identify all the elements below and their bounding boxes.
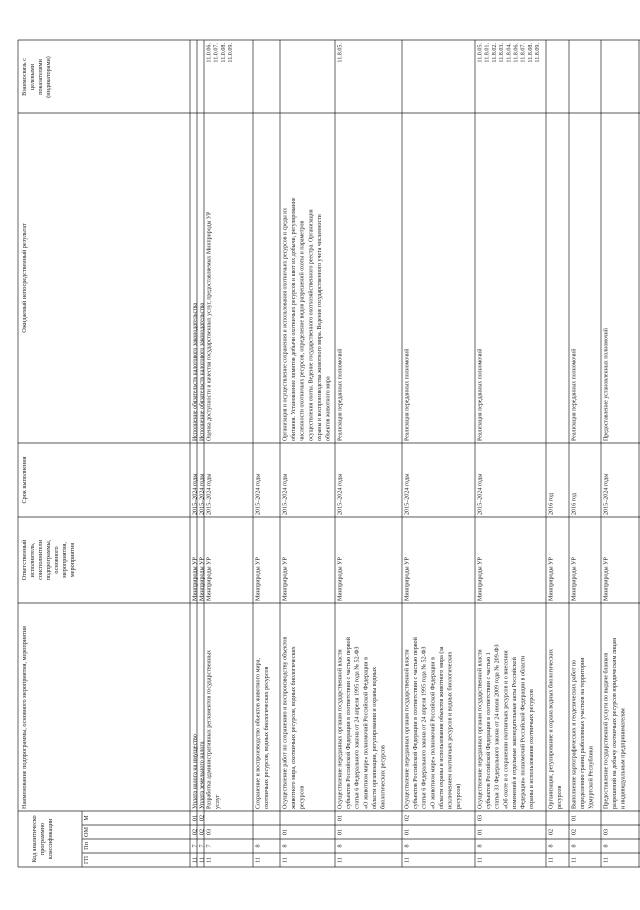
- table-grid: [18, 40, 640, 867]
- cell-term: 2015–2024 годы: [477, 473, 484, 515]
- cell-name: Осуществление переданных органам государственной власти: [477, 649, 484, 809]
- cell-link: 11.0.05.: [477, 43, 484, 63]
- header-exec: мероприятия,: [61, 542, 68, 578]
- cell-gp: 11: [602, 857, 610, 863]
- cell-link: 11.8.05.: [337, 43, 344, 63]
- cell-exec: Минприроды УР: [603, 557, 610, 601]
- header-exec: Ответственный: [21, 539, 28, 581]
- cell-om: 01: [403, 828, 411, 836]
- cell-gp: 11: [281, 857, 289, 863]
- cell-link: 11.8.07.: [520, 43, 527, 63]
- cell-pp: 7: [198, 844, 206, 848]
- cell-result: Оценка доступности и качества государственных услуг, предоставляемых Минприроды УР: [206, 211, 213, 441]
- cell-term: 2015–2024 годы: [603, 473, 610, 515]
- cell-pp: 8: [570, 844, 578, 848]
- header-term: Срок выполнения: [21, 456, 28, 504]
- cell-result: Реализация переданных полномочий: [571, 348, 578, 441]
- cell-pp: 8: [476, 844, 484, 848]
- cell-om: 01: [476, 828, 484, 836]
- cell-pp: 8: [602, 844, 610, 848]
- cell-exec: Минприроды УР: [192, 557, 199, 601]
- cell-term: 2015–2024 годы: [404, 473, 411, 515]
- cell-name: субъектов Российской Федерации в соответствии с частью 1: [486, 652, 493, 809]
- cell-om: 03: [602, 828, 610, 836]
- cell-link: 11.8.06.: [513, 43, 520, 63]
- header-link: (индикаторами): [45, 56, 52, 98]
- cell-term: 2016 год: [571, 492, 578, 515]
- cell-gp: 11: [198, 857, 206, 863]
- cell-exec: Минприроды УР: [282, 557, 289, 601]
- cell-om: 03: [205, 828, 213, 836]
- cell-link: 11.8.04.: [506, 43, 513, 63]
- cell-name: Осуществление переданных органам государственной власти: [404, 649, 411, 809]
- header-link: Взаимосвязь с: [21, 58, 28, 96]
- header-result: Ожидаемый непосредственный результат: [21, 223, 28, 333]
- cell-link: 11.0.06.: [206, 43, 213, 63]
- cell-m: 01: [336, 814, 344, 822]
- cell-m: 02: [403, 814, 411, 822]
- cell-term: 2016 год: [548, 492, 555, 515]
- cell-m: 03: [476, 814, 484, 822]
- cell-om: 02: [547, 828, 555, 836]
- header-link: целевыми: [29, 63, 36, 91]
- cell-pp: 7: [191, 844, 199, 848]
- header-code-group: классификации: [47, 818, 54, 860]
- cell-m: 01: [570, 814, 578, 822]
- cell-om: 02: [198, 828, 206, 836]
- header-gp: ГП: [83, 855, 90, 865]
- header-exec: подпрограммы,: [45, 539, 52, 581]
- cell-term: 2015–2024 годы: [282, 473, 289, 515]
- cell-name: области организации, регулирования и охраны водных: [371, 667, 378, 809]
- cell-gp: 11: [191, 857, 199, 863]
- cell-name: Организация, регулирование и охрана водных биологических: [548, 648, 555, 809]
- cell-name: Уплата земельного налога: [199, 741, 206, 809]
- cell-name: ресурсов): [456, 783, 463, 809]
- cell-term: 2015–2024 годы: [206, 473, 213, 515]
- cell-link: 11.8.01.: [484, 43, 491, 63]
- cell-m: 02: [198, 814, 206, 822]
- cell-name: субъектов Российской Федерации в соответствии с частью первой: [346, 637, 353, 809]
- cell-name: Разработка административных регламентов государственных: [206, 649, 213, 809]
- cell-om: 01: [281, 828, 289, 836]
- cell-name: Предоставление государственной услуги по выдаче бланков: [603, 652, 610, 809]
- cell-name: охраны и использования охотничьих ресурсов: [529, 689, 536, 809]
- cell-result: Организация и осуществление сохранения и использования охотничьих ресурсов и среды их: [282, 207, 289, 441]
- cell-name: «О животном мире» полномочий Российской Федерации в: [363, 657, 370, 809]
- cell-name: и индивидуальным предпринимателям: [620, 708, 627, 809]
- cell-name: статьи 33 Федерального закона от 24 июля 2009 года № 209-ФЗ: [494, 644, 501, 809]
- cell-result: Предоставление установленных полномочий: [603, 328, 610, 441]
- cell-link: 11.8.03.: [499, 43, 506, 63]
- cell-exec: Минприроды УР: [255, 557, 262, 601]
- cell-result: охраны и воспроизводства животного мира. Ведение государственного учета численности: [316, 214, 323, 441]
- cell-exec: Минприроды УР: [206, 557, 213, 601]
- cell-name: области охраны и использования объектов животного мира (за: [438, 646, 445, 809]
- cell-name: охотничьих ресурсов, водных биологических ресурсов: [264, 666, 271, 809]
- cell-name: ресурсов: [299, 785, 306, 809]
- cell-name: изменений в отдельные законодательные акты Российской: [511, 657, 518, 809]
- header-exec: основного: [53, 546, 60, 574]
- cell-name: Уплата налога на имущество: [192, 734, 199, 809]
- cell-name: Осуществление работ по сохранению и воспроизводству объектов: [282, 636, 289, 809]
- cell-exec: Минприроды УР: [404, 557, 411, 601]
- header-code-group: Код аналитическо: [31, 815, 38, 863]
- cell-gp: 11: [403, 857, 411, 863]
- cell-name: «О животном мире» полномочий Российской Федерации в: [430, 657, 437, 809]
- cell-exec: Минприроды УР: [199, 557, 206, 601]
- cell-result: Реализация переданных полномочий: [477, 348, 484, 441]
- cell-exec: Минприроды УР: [571, 557, 578, 601]
- cell-om: 01: [336, 828, 344, 836]
- cell-result: объектов животного мира: [325, 376, 332, 441]
- cell-gp: 11: [547, 857, 555, 863]
- cell-result: обитания. Установление лимитов добычи охотничьих ресурсов и квот их добычи, регулирование: [291, 197, 298, 441]
- cell-name: исключением охотничьих ресурсов и водных биологических: [447, 651, 454, 809]
- cell-gp: 11: [570, 857, 578, 863]
- cell-term: 2015–2024 годы: [192, 473, 199, 515]
- cell-term: 2015–2024 годы: [199, 473, 206, 515]
- cell-pp: 8: [547, 844, 555, 848]
- cell-name: Федерации» полномочий Российской Федерации в области: [520, 655, 527, 809]
- cell-pp: 8: [403, 844, 411, 848]
- cell-pp: 8: [254, 844, 262, 848]
- cell-pp: 8: [336, 844, 344, 848]
- cell-pp: 8: [281, 844, 289, 848]
- cell-link: 11.8.08.: [527, 43, 534, 63]
- cell-exec: Минприроды УР: [477, 557, 484, 601]
- header-exec: исполнитель,: [29, 542, 36, 578]
- cell-name: определению границ рыболовных участков на территории: [580, 657, 587, 809]
- cell-name: субъектов Российской Федерации в соответствии с частью первой: [413, 637, 420, 809]
- cell-name: услуг: [215, 794, 222, 809]
- cell-pp: 7: [205, 844, 213, 848]
- cell-link: 11.0.08.: [220, 43, 227, 63]
- header-code-group: программно: [39, 822, 46, 856]
- cell-m: 01: [191, 814, 199, 822]
- cell-name: разрешений на добычу охотничьих ресурсов юридическим лицам: [612, 638, 619, 809]
- cell-link: 11.0.09.: [228, 43, 235, 63]
- cell-term: 2015–2024 годы: [255, 473, 262, 515]
- cell-link: 11.8.02.: [491, 43, 498, 63]
- header-exec: мероприятия: [69, 542, 76, 578]
- cell-result: Реализация переданных полномочий: [404, 348, 411, 441]
- cell-link: 11.8.09.: [535, 43, 542, 63]
- cell-exec: Минприроды УР: [548, 557, 555, 601]
- cell-name: статьи 6 Федерального закона от 24 апреля 1995 года № 52-ФЗ: [421, 646, 428, 809]
- cell-result: осуществления охоты. Ведение государственного охотхозяйственного реестра. Организация: [308, 209, 315, 441]
- cell-gp: 11: [205, 857, 213, 863]
- header-link: показателями: [37, 59, 44, 95]
- cell-term: 2015–2024 годы: [337, 473, 344, 515]
- cell-gp: 11: [476, 857, 484, 863]
- cell-result: численности охотничьих ресурсов, определение видов разрешений охоты и параметров: [299, 220, 306, 441]
- cell-gp: 11: [254, 857, 262, 863]
- cell-result: Реализация переданных полномочий: [337, 348, 344, 441]
- cell-result: Исполнение обязательств налогового законодательства: [199, 303, 206, 441]
- header-m: М: [83, 815, 90, 821]
- cell-om: 02: [191, 828, 199, 836]
- cell-result: Исполнение обязательств налогового законодательства: [192, 303, 199, 441]
- cell-name: Выполнение картографических и геодезических работ по: [571, 659, 578, 809]
- cell-exec: Минприроды УР: [337, 557, 344, 601]
- cell-name: Сохранение и воспроизводство объектов животного мира,: [255, 658, 262, 809]
- cell-om: 02: [570, 828, 578, 836]
- header-pp: Пп: [83, 842, 90, 850]
- cell-name: Удмуртской Республики: [588, 746, 595, 809]
- cell-name: Осуществление переданных органам государственной власти: [337, 649, 344, 809]
- cell-name: «Об охоте и о сохранении охотничьих ресурсов и о внесении: [503, 650, 510, 809]
- header-name: Наименование подпрограммы, основного мероприятия, мероприятия: [21, 626, 28, 809]
- cell-name: биологических ресурсов: [380, 745, 387, 809]
- cell-gp: 11: [336, 857, 344, 863]
- cell-name: ресурсов: [557, 785, 564, 809]
- cell-name: животного мира, охотничьих ресурсов, водных биологических: [291, 646, 298, 809]
- header-exec: соисполнители: [37, 540, 44, 580]
- header-om: ОМ: [83, 827, 90, 837]
- cell-link: 11.0.07.: [213, 43, 220, 63]
- cell-name: статьи 6 Федерального закона от 24 апреля 1995 года № 52-ФЗ: [354, 646, 361, 809]
- table-cells: [21, 43, 640, 864]
